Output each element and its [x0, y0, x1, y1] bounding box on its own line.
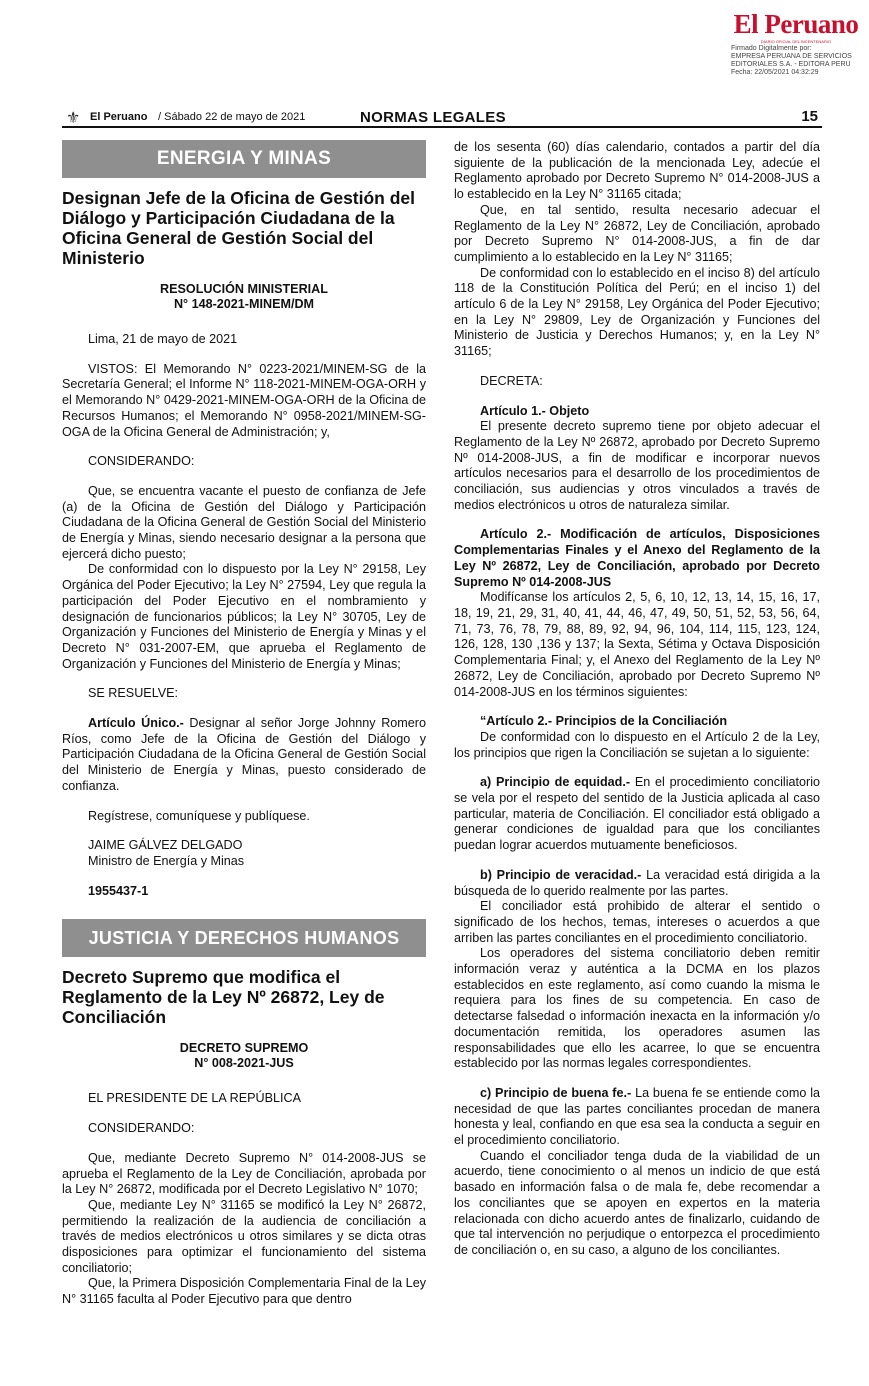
principle-paragraph: [454, 1086, 820, 1149]
section-band: ENERGIA Y MINAS: [62, 140, 426, 178]
principle-paragraph: [454, 868, 820, 899]
page-number: 15: [801, 108, 818, 125]
paragraph: Que, la Primera Disposición Complementaria Final de la Ley N° 31165 faculta al Poder Ejecutivo para que dentro: [62, 1276, 426, 1307]
resolution-number: N° 148-2021-MINEM/DM: [173, 297, 315, 311]
decree-type: DECRETO SUPREMO: [179, 1041, 309, 1056]
principle-label: b) Principio de veracidad.-: [480, 867, 642, 882]
principle-paragraph: [454, 775, 820, 854]
vistos-paragraph: VISTOS: El Memorando N° 0223-2021/MINEM-SG de la Secretaría General; el Informe N° 118-2021-MINEM-OGA-ORH y el Memorando N° 0429-2021-MINEM-OGA-ORH de la Oficina de Recursos Humanos; el Memorando N° 0958-2021/MINEM-SG-OGA de la Oficina General de Administración; y,: [62, 361, 426, 439]
principle-text: La veracidad está dirigida a la búsqueda de lo querido realmente por las partes.: [454, 867, 820, 898]
decreta-heading: DECRETA:: [480, 373, 543, 388]
article-label: Artículo Único.-: [88, 716, 184, 731]
signature-line: EDITORIALES S.A. - EDITORA PERU: [731, 61, 851, 68]
paragraph: El conciliador está prohibido de alterar el sentido o significado de los hechos, temas, intereses o acuerdos a que arriben las partes conciliantes en el procedimiento conciliatorio.: [454, 899, 820, 945]
paragraph: De conformidad con lo dispuesto por la Ley N° 29158, Ley Orgánica del Poder Ejecutivo; la Ley N° 27594, Ley que regula la participación del Poder Ejecutivo en el nombramiento y designación de funcionarios públicos; la Ley N° 30705, Ley de Organización y Funciones del Ministerio de Energía y Minas y el Decreto N° 031-2007-EM, que aprueba el Reglamento de Organización y Funciones del Ministerio de Energía y Minas;: [62, 562, 426, 671]
paragraph: Los operadores del sistema conciliatorio deben remitir información veraz y auténtica a la DCMA en los plazos establecidos en este reglamento, así como cuando la misma le requiera para los fines de su competencia. En caso de detectarse falsedad o información inexacta en la información y/o documentación remitida, los operadores asumen las responsabilidades que ello les acarree, lo que se encuentra establecido por las normas legales correspondientes.: [454, 946, 820, 1071]
article-heading: “Artículo 2.- Principios de la Conciliación: [480, 714, 728, 729]
article-heading: Artículo 1.- Objeto: [480, 403, 590, 418]
article-paragraph: [62, 716, 426, 795]
article-title: Designan Jefe de la Oficina de Gestión del Diálogo y Participación Ciudadana de la Oficina General de Gestión Social del Ministerio: [62, 188, 416, 268]
signature-line: Fecha: 22/05/2021 04:32:29: [731, 69, 819, 76]
document-code: 1955437-1: [88, 883, 149, 898]
considerando-heading: CONSIDERANDO:: [88, 454, 195, 469]
paragraph: Que, en tal sentido, resulta necesario adecuar el Reglamento de la Ley N° 26872, Ley de Conciliación, aprobado por Decreto Supremo N° 014-2008-JUS, a fin de dar cumplimiento a lo establecido en la Ley N° 31165;: [454, 202, 820, 264]
header-section: NORMAS LEGALES: [360, 109, 506, 126]
logo-tagline: DIARIO OFICIAL DEL BICENTENARIO: [760, 39, 832, 44]
signer-role: Ministro de Energía y Minas: [88, 853, 245, 868]
paragraph: Que, mediante Ley N° 31165 se modificó la Ley N° 26872, permitiendo la realización de la audiencia de conciliación a través de medios electrónicos u otros similares y se dicta otras disposiciones para optimizar el funcionamiento del sistema conciliatorio;: [62, 1197, 426, 1275]
principle-label: a) Principio de equidad.-: [480, 775, 631, 790]
considerando-heading: CONSIDERANDO:: [88, 1121, 195, 1136]
paragraph: De conformidad con lo dispuesto en el Artículo 2 de la Ley, los principios que rigen la Conciliación se sujetan a lo siguiente:: [454, 729, 820, 760]
section-band: JUSTICIA Y DERECHOS HUMANOS: [62, 919, 426, 957]
article-title: Decreto Supremo que modifica el Reglamento de la Ley Nº 26872, Ley de Conciliación: [62, 967, 385, 1028]
logo-name: El Peruano: [733, 9, 859, 39]
article-heading: Artículo 2.- Modificación de artículos, Disposiciones Complementarias Finales y el Anexo del Reglamento de la Ley Nº 26872, Ley de Conciliación, aprobado por Decreto Supremo Nº 014-2008-JUS: [454, 527, 820, 589]
page-header: [62, 106, 822, 128]
signer-name: JAIME GÁLVEZ DELGADO: [88, 838, 243, 853]
header-rule: [62, 126, 822, 128]
paragraph: Que, mediante Decreto Supremo N° 014-2008-JUS se aprueba el Reglamento de la Ley de Conciliación, aprobada por la Ley N° 26872, modificada por el Decreto Legislativo N° 1070;: [62, 1150, 426, 1197]
date-line: Lima, 21 de mayo de 2021: [88, 332, 238, 346]
resolution-heading: [62, 282, 426, 312]
president-line: EL PRESIDENTE DE LA REPÚBLICA: [88, 1091, 301, 1106]
paragraph: De conformidad con lo establecido en el inciso 8) del artículo 118 de la Constitución Política del Perú; en el inciso 1) del artículo 6 de la Ley N° 29158, Ley Orgánica del Poder Ejecutivo; en la Ley N° 29809, Ley de Organización y Funciones del Ministerio de Justicia y Derechos Humanos; y, en la Ley N° 31165;: [454, 265, 820, 359]
principle-label: c) Principio de buena fe.-: [480, 1085, 632, 1100]
resuelve-heading: SE RESUELVE:: [88, 686, 179, 701]
signature-line: Firmado Digitalmente por:: [731, 45, 812, 52]
article-text: Designar al señor Jorge Johnny Romero Ríos, como Jefe de la Oficina de Gestión del Diálogo y Participación Ciudadana de la Oficina General de Gestión Social del Ministerio de Energía y Minas, puesto considerado de confianza.: [62, 716, 426, 793]
header-publication: El Peruano: [90, 111, 148, 123]
paragraph: El presente decreto supremo tiene por objeto adecuar el Reglamento de la Ley Nº 26872, aprobado por Decreto Supremo Nº 014-2008-JUS, a fin de modificar e incorporar nuevos artículos necesarios para el desarrollo de los procedimientos de conciliación, sus audiencias y otros vinculados a través de medios electrónicos u otros de naturaleza similar.: [454, 419, 820, 512]
left-column: [62, 140, 426, 1308]
principle-text: En el procedimiento conciliatorio se vela por el respeto del sentido de la Justicia aplicada al caso particular, materia de Conciliación. El conciliador está obligado a generar condiciones de igualdad para que los conciliantes puedan lograr acuerdos mutuamente beneficiosos.: [454, 775, 820, 853]
right-column: [454, 140, 820, 1259]
paragraph: Que, se encuentra vacante el puesto de confianza de Jefe (a) de la Oficina de Gestión del Diálogo y Participación Ciudadana de la Oficina General de Gestión Social del Ministerio de Energía y Minas, siendo necesario designar a la persona que ejercerá dicho puesto;: [62, 483, 426, 561]
newspaper-logo: [728, 10, 864, 44]
signature-line: EMPRESA PERUANA DE SERVICIOS: [731, 53, 852, 60]
header-date: / Sábado 22 de mayo de 2021: [158, 111, 306, 123]
decree-heading: [62, 1041, 426, 1071]
seal-icon: ⚜: [66, 110, 81, 127]
closing-line: Regístrese, comuníquese y publíquese.: [88, 808, 310, 823]
principle-text: La buena fe se entiende como la necesidad de que las partes conciliantes procedan de manera honesta y leal, confiando en que esa sea la conducta a seguir en el procedimiento conciliatorio.: [454, 1085, 820, 1148]
paragraph: Modifícanse los artículos 2, 5, 6, 10, 12, 13, 14, 15, 16, 17, 18, 19, 21, 29, 31, 40, 41, 44, 46, 47, 49, 50, 51, 52, 53, 56, 64, 71, 73, 76, 78, 79, 88, 89, 92, 94, 96, 104, 114, 115, 123, 124, 126, 128, 130 ,136 y 137; la Sexta, Sétima y Octava Disposición Complementaria Final; y, el Anexo del Reglamento de la Ley Nº 26872, Ley de Conciliación, aprobado por Decreto Supremo Nº 014-2008-JUS en los términos siguientes:: [454, 590, 820, 699]
paragraph: Cuando el conciliador tenga duda de la viabilidad de un acuerdo, tiene conocimiento o al menos un indicio de que está basado en información falsa o de mala fe, debe recomendar a los conciliantes que se apoyen en expertos en la materia relacionada con dicho acuerdo antes de finalizarlo, cuidando de que tal intervención no perjudique o entorpezca el procedimiento de conciliación o, en su caso, a alguno de los conciliantes.: [454, 1148, 820, 1257]
decree-number: N° 008-2021-JUS: [194, 1056, 294, 1071]
resolution-type: RESOLUCIÓN MINISTERIAL: [160, 282, 328, 296]
paragraph: de los sesenta (60) días calendario, contados a partir del día siguiente de la publicación de la mencionada Ley, adecúe el Reglamento aprobado por Decreto Supremo N° 014-2008-JUS a lo establecido en la Ley N° 31165 citada;: [454, 140, 820, 202]
digital-signature: [731, 45, 863, 77]
